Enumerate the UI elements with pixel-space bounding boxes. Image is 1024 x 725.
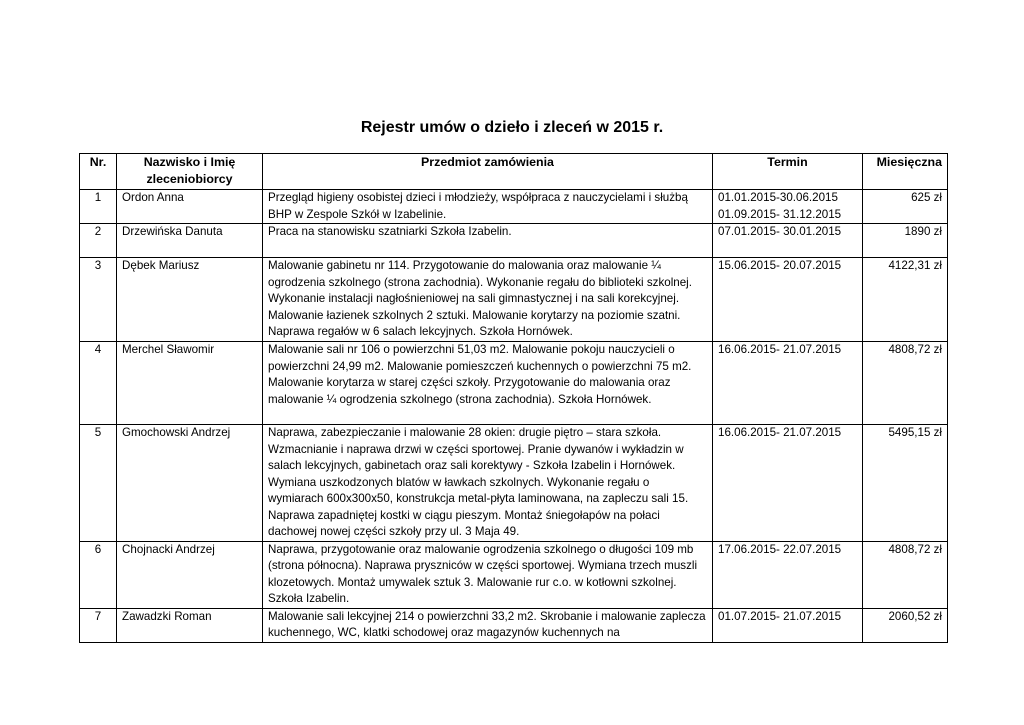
row-amount: 625 zł bbox=[863, 190, 948, 224]
header-name: Nazwisko i Imię zleceniobiorcy bbox=[117, 154, 263, 190]
row-nr: 7 bbox=[80, 608, 117, 642]
row-term-line: 16.06.2015- 21.07.2015 bbox=[718, 343, 842, 356]
header-nr: Nr. bbox=[80, 154, 117, 190]
row-term bbox=[713, 190, 863, 224]
row-amount: 2060,52 zł bbox=[863, 608, 948, 642]
document-title: Rejestr umów o dzieło i zleceń w 2015 r. bbox=[360, 119, 664, 136]
table-row bbox=[80, 258, 948, 342]
row-nr: 2 bbox=[80, 224, 117, 258]
table-header-row bbox=[80, 154, 948, 190]
row-nr: 6 bbox=[80, 541, 117, 608]
row-term-line: 01.07.2015- 21.07.2015 bbox=[718, 609, 842, 623]
table-row bbox=[80, 608, 948, 642]
row-term bbox=[713, 342, 863, 425]
row-subject: Praca na stanowisku szatniarki Szkoła Izabelin. bbox=[263, 224, 713, 258]
row-amount: 1890 zł bbox=[863, 224, 948, 258]
row-term bbox=[713, 541, 863, 608]
row-term-line: 15.06.2015- 20.07.2015 bbox=[718, 259, 842, 272]
row-nr: 5 bbox=[80, 425, 117, 542]
row-term bbox=[713, 224, 863, 258]
row-name: Dębek Mariusz bbox=[117, 258, 263, 342]
table-row bbox=[80, 342, 948, 425]
contracts-register-table bbox=[79, 153, 948, 643]
row-name: Gmochowski Andrzej bbox=[117, 425, 263, 542]
row-term-line: 17.06.2015- 22.07.2015 bbox=[718, 542, 842, 556]
row-name: Ordon Anna bbox=[117, 190, 263, 224]
row-name: Drzewińska Danuta bbox=[117, 224, 263, 258]
table-row bbox=[80, 190, 948, 224]
row-term-line: 01.09.2015- 31.12.2015 bbox=[718, 207, 842, 221]
row-subject: Naprawa, zabezpieczanie i malowanie 28 okien: drugie piętro – stara szkoła. Wzmacnianie i naprawa drzwi w części sportowej. Pranie dywanów i wykładzin w salach lekcyjnych, gabinetach oraz sali korektywy - Szkoła Izabelin i Hornówek. Wymiana uszkodzonych blatów w ławkach szkolnych. Wykonanie regału o wymiarach 600x300x50, konstrukcja metal-płyta laminowana, na zapleczu sali 15. Naprawa zapadniętej kostki w ciągu pieszym. Montaż śniegołapów na połaci dachowej nowej części szkoły przy ul. 3 Maja 49. bbox=[263, 425, 713, 542]
row-subject: Przegląd higieny osobistej dzieci i młodzieży, współpraca z nauczycielami i służbą BHP w Zespole Szkół w Izabelinie. bbox=[263, 190, 713, 224]
header-amount: Miesięczna bbox=[863, 154, 948, 190]
table-row bbox=[80, 425, 948, 542]
row-amount: 5495,15 zł bbox=[863, 425, 948, 542]
row-nr: 3 bbox=[80, 258, 117, 342]
row-name: Zawadzki Roman bbox=[117, 608, 263, 642]
header-term: Termin bbox=[713, 154, 863, 190]
row-term bbox=[713, 425, 863, 542]
row-nr: 1 bbox=[80, 190, 117, 224]
row-amount: 4808,72 zł bbox=[863, 342, 948, 425]
row-nr: 4 bbox=[80, 342, 117, 425]
row-amount: 4122,31 zł bbox=[863, 258, 948, 342]
row-subject: Malowanie sali lekcyjnej 214 o powierzchni 33,2 m2. Skrobanie i malowanie zaplecza kuchennego, WC, klatki schodowej oraz magazynów kuchennych na bbox=[263, 608, 713, 642]
row-term bbox=[713, 258, 863, 342]
header-subject: Przedmiot zamówienia bbox=[263, 154, 713, 190]
row-name: Merchel Sławomir bbox=[117, 342, 263, 425]
row-amount: 4808,72 zł bbox=[863, 541, 948, 608]
row-term bbox=[713, 608, 863, 642]
table-row bbox=[80, 541, 948, 608]
row-subject: Malowanie gabinetu nr 114. Przygotowanie do malowania oraz malowanie ¼ ogrodzenia szkolnego (strona zachodnia). Wykonanie regału do biblioteki szkolnej. Wykonanie instalacji nagłośnieniowej na sali gimnastycznej i na sali korekcyjnej. Malowanie łazienek szkolnych 2 sztuki. Malowanie korytarzy na poziomie szatni. Naprawa regałów w 6 salach lekcyjnych. Szkoła Hornówek. bbox=[263, 258, 713, 342]
row-term-line: 07.01.2015- 30.01.2015 bbox=[718, 225, 842, 238]
row-term-line: 16.06.2015- 21.07.2015 bbox=[718, 426, 842, 439]
row-subject: Naprawa, przygotowanie oraz malowanie ogrodzenia szkolnego o długości 109 mb (strona północna). Naprawa pryszniców w części sportowej. Wymiana trzech muszli klozetowych. Montaż umywalek sztuk 3. Malowanie rur c.o. w kotłowni szkolnej. Szkoła Izabelin. bbox=[263, 541, 713, 608]
table-row bbox=[80, 224, 948, 258]
row-subject: Malowanie sali nr 106 o powierzchni 51,03 m2. Malowanie pokoju nauczycieli o powierzchni 24,99 m2. Malowanie pomieszczeń kuchennych o powierzchni 75 m2. Malowanie korytarza w starej części szkoły. Przygotowanie do malowania oraz malowanie ¼ ogrodzenia szkolnego (strona zachodnia). Szkoła Hornówek. bbox=[263, 342, 713, 425]
row-term-line: 01.01.2015-30.06.2015 bbox=[718, 191, 838, 204]
row-name: Chojnacki Andrzej bbox=[117, 541, 263, 608]
